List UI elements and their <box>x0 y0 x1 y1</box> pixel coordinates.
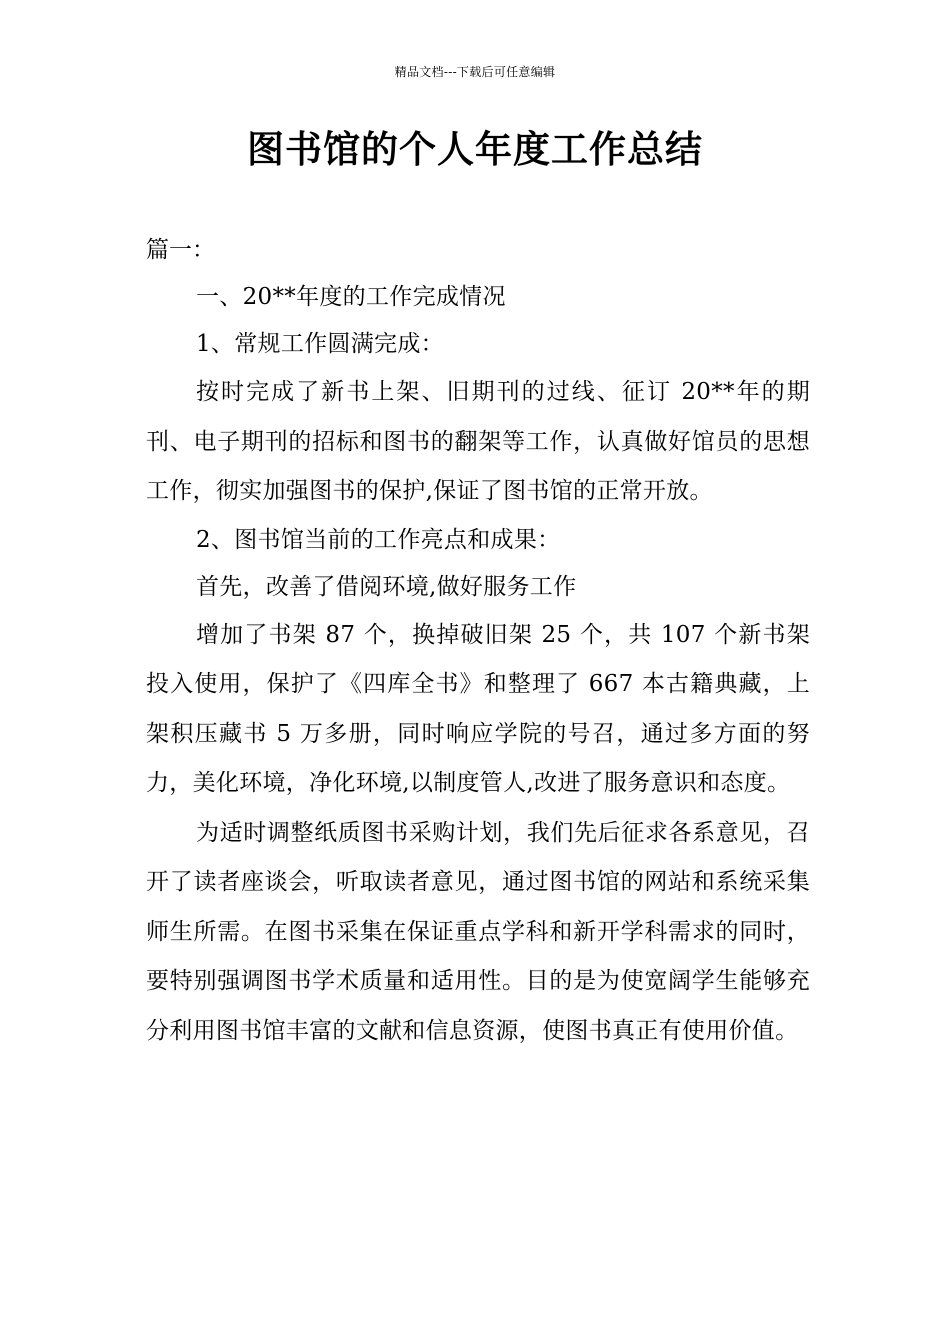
section-label: 篇一： <box>146 237 215 263</box>
paragraph-heading-1: 一、20**年度的工作完成情况 <box>196 284 506 310</box>
paragraph-subheading-1: 1、常规工作圆满完成： <box>196 331 444 357</box>
paragraph-body-1: 按时完成了新书上架、旧期刊的过线、征订 20**年的期刊、电子期刊的招标和图书的翻架等工作，认真做好馆员的思想工作，彻实加强图书的保护,保证了图书馆的正常开放。 <box>146 379 810 504</box>
paragraph-body-2: 首先，改善了借阅环境,做好服务工作 <box>196 573 577 600</box>
page-header: 精品文档---下载后可任意编辑 <box>394 65 556 79</box>
paragraph-body-3: 增加了书架 87 个，换掉破旧架 25 个，共 107 个新书架投入使用，保护了《四库全书》和整理了 667 本古籍典藏，上架积压藏书 5 万多册，同时响应学院的号召，通过多方面的努力，美化环境，净化环境,以制度管人,改进了服务意识和态度。 <box>146 621 810 796</box>
document-title: 图书馆的个人年度工作总结 <box>247 128 703 171</box>
paragraph-subheading-2: 2、图书馆当前的工作亮点和成果： <box>196 526 561 553</box>
paragraph-body-4: 为适时调整纸质图书采购计划，我们先后征求各系意见，召开了读者座谈会，听取读者意见，通过图书馆的网站和系统采集师生所需。在图书采集在保证重点学科和新开学科需求的同时，要特别强调图书学术质量和适用性。目的是为使宽阔学生能够充分利用图书馆丰富的文献和信息资源，使图书真正有使用价值。 <box>146 819 810 1044</box>
document-body <box>146 226 810 1056</box>
